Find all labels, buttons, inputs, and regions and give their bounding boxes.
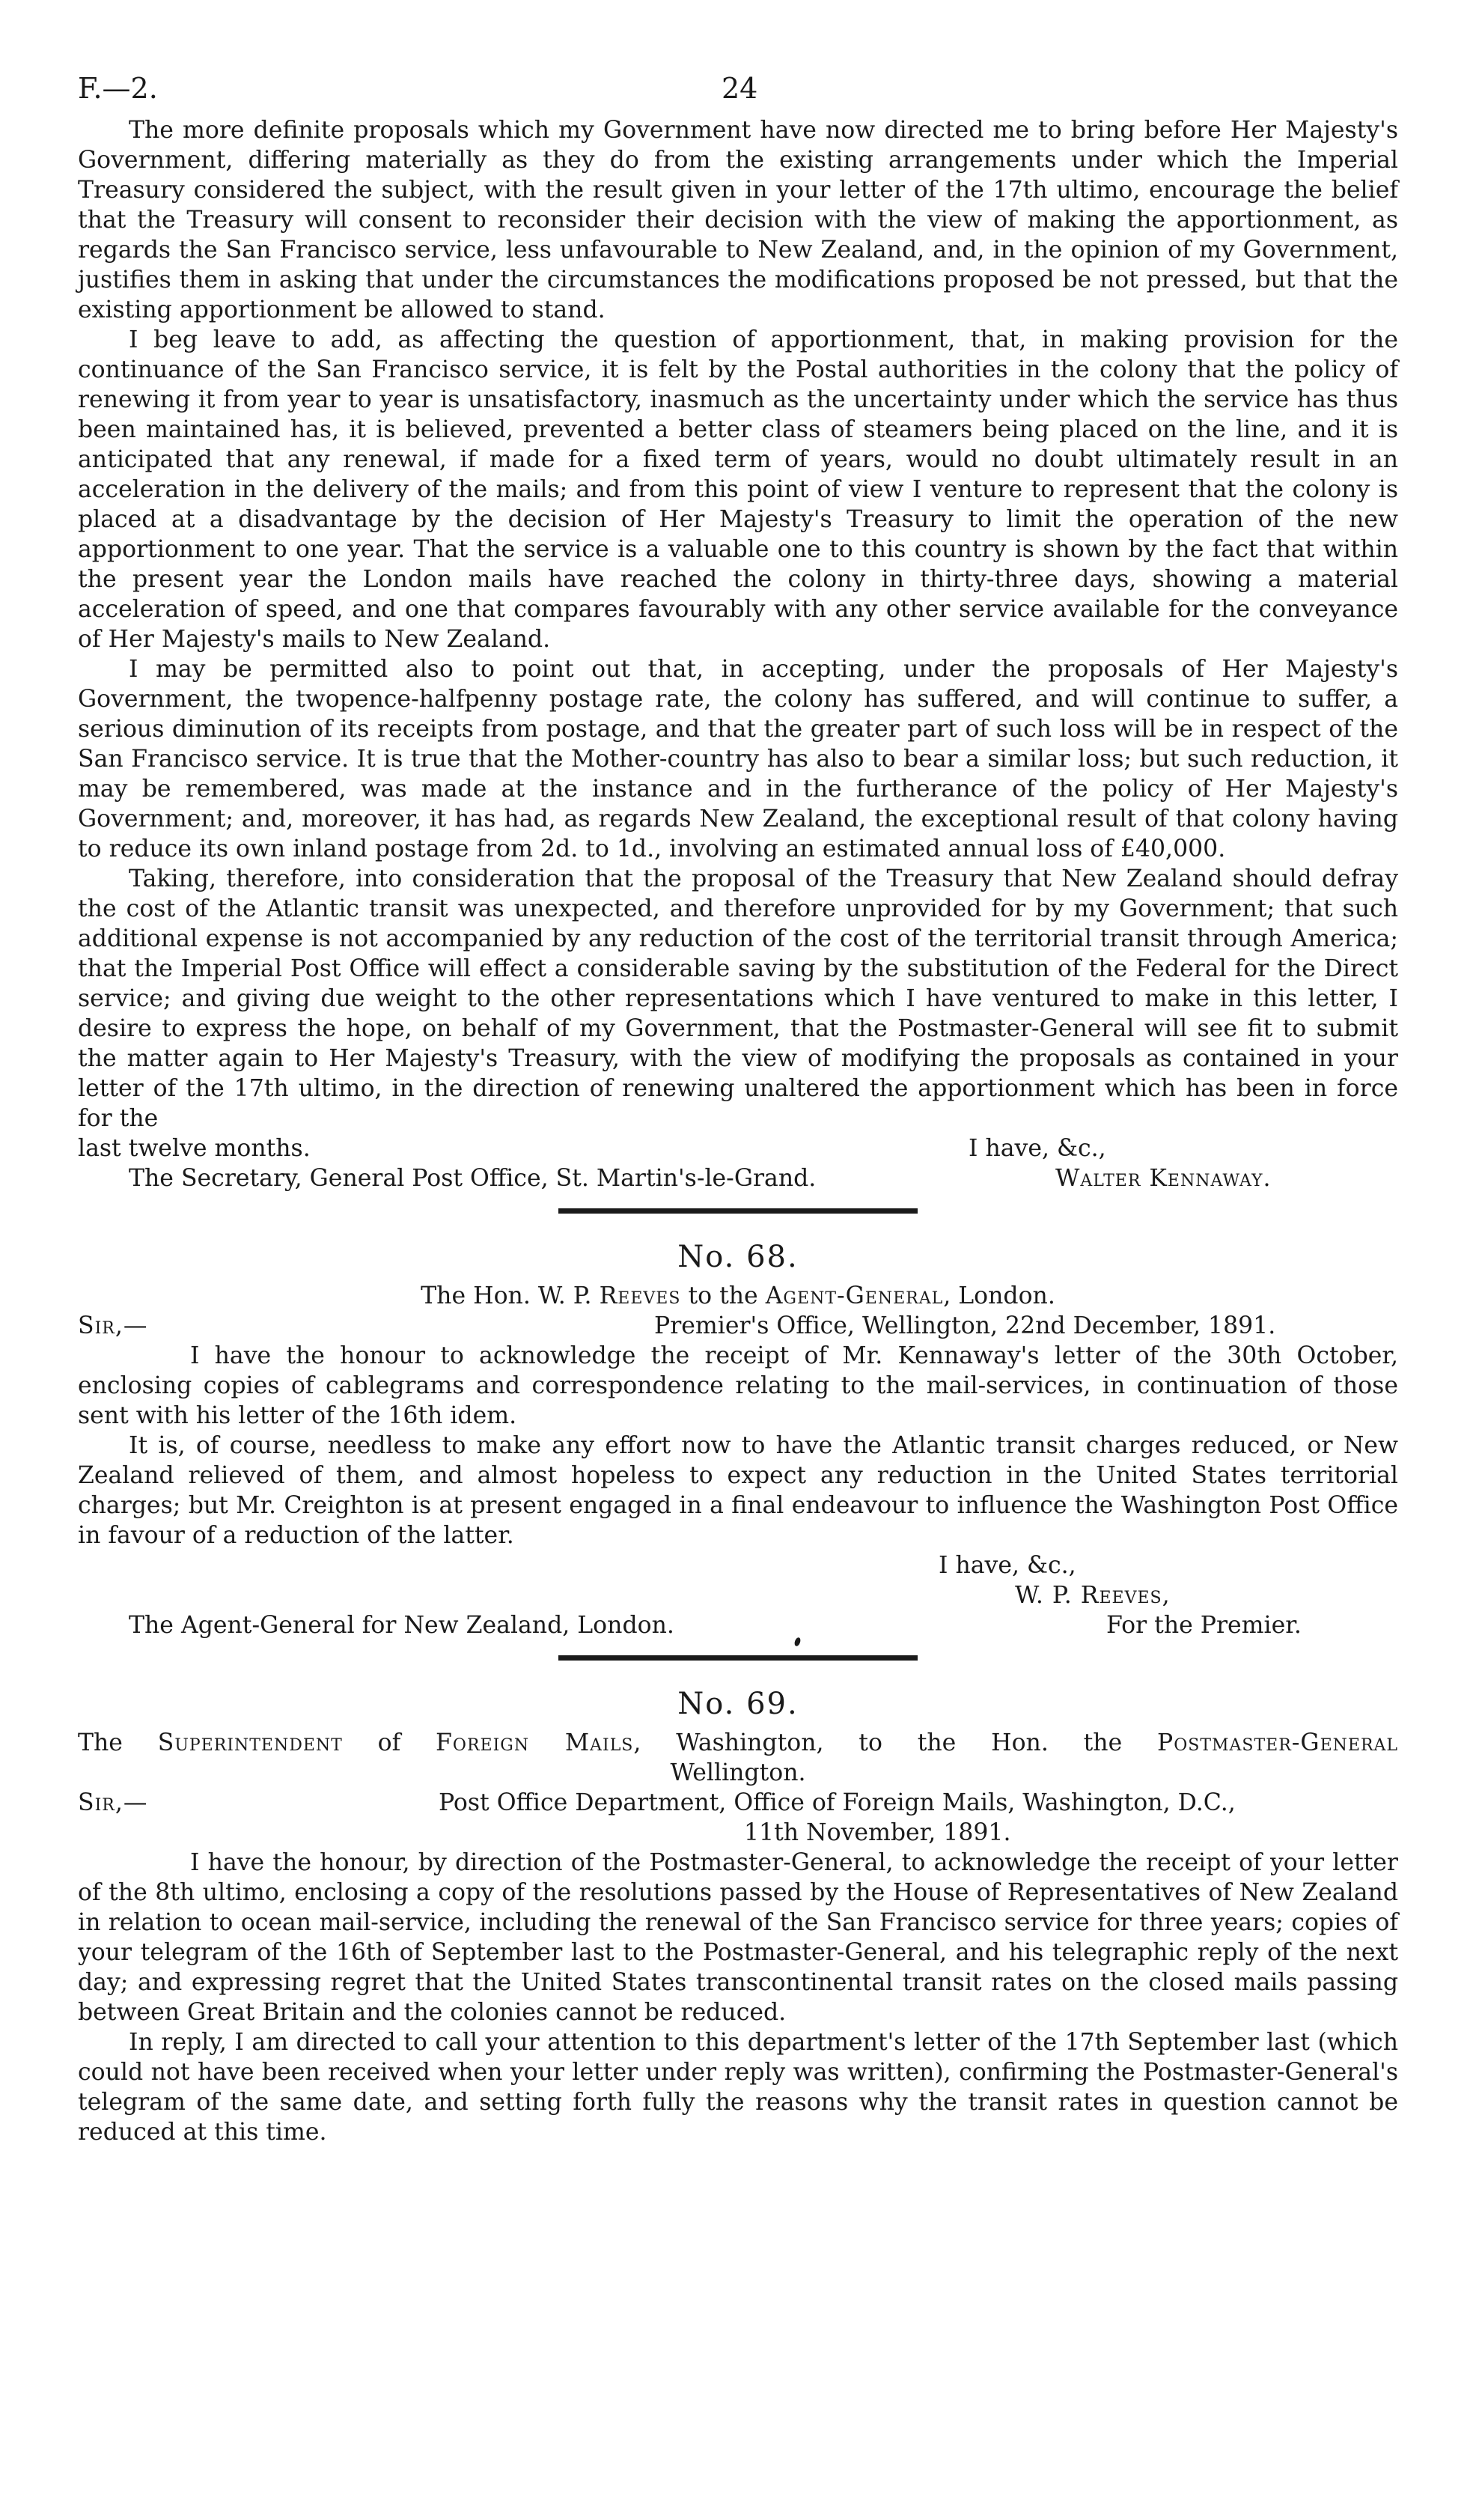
paragraph: In reply, I am directed to call your attention to this department's letter of the 17th September last (which could not have been received when your letter under reply was written), confirming the Postmaster-General's telegram of the same date, and setting forth fully the reasons why the transit rates in question cannot be reduced at this time. bbox=[78, 2029, 1398, 2146]
closing: I have, &c., bbox=[939, 1552, 1076, 1579]
dateline: Premier's Office, Wellington, 22nd December, 1891. bbox=[654, 1312, 1276, 1339]
paragraph: I beg leave to add, as affecting the question of apportionment, that, in making provision for the continuance of the San Francisco service, it is felt by the Postal authorities in the colony that the policy of renewing it from year to year is unsatisfactory, inasmuch as the uncertainty under which the service has thus been maintained has, it is believed, prevented a better class of steamers being placed on the line, and it is anticipated that any renewal, if made for a fixed term of years, would no doubt ultimately result in an acceleration in the delivery of the mails; and from this point of view I venture to represent that the colony is placed at a disadvantage by the decision of Her Majesty's Treasury to limit the operation of the new apportionment to one year. That the service is a valuable one to this country is shown by the fact that within the present year the London mails have reached the colony in thirty-three days, showing a material acceleration of speed, and one that compares favourably with any other service available for the conveyance of Her Majesty's mails to New Zealand. bbox=[78, 326, 1398, 653]
sender-office: Foreign Mails bbox=[436, 1729, 634, 1756]
paragraph: The more definite proposals which my Government have now directed me to bring before Her Majesty's Government, differing materially as they do from the existing arrangements under which the Imperial Treasury considered the subject, with the result given in your letter of the 17th ultimo, encourage the belief that the Treasury will consent to reconsider their decision with the view of making the apportionment, as regards the San Francisco service, less unfavourable to New Zealand, and, in the opinion of my Government, justifies them in asking that under the circumstances the modifications proposed be not pressed, but that the existing apportionment be allowed to stand. bbox=[78, 117, 1398, 323]
letter-number: No. 69. bbox=[677, 1687, 799, 1721]
date: 11th November, 1891. bbox=[744, 1819, 1011, 1846]
recipient-title: Agent-General bbox=[765, 1282, 944, 1309]
dateline: Post Office Department, Office of Foreign Mails, Washington, D.C., bbox=[439, 1789, 1236, 1816]
salutation-row bbox=[78, 1311, 1398, 1341]
addressee: The Secretary, General Post Office, St. Martin's-le-Grand. bbox=[129, 1165, 817, 1192]
paragraph: It is, of course, needless to make any effort now to have the Atlantic transit charges reduced, or New Zealand relieved of them, and almost hopeless to expect any reduction in the United States territorial charges; but Mr. Creighton is at present engaged in a final endeavour to influence the Washington Post Office in favour of a reduction of the latter. bbox=[78, 1432, 1398, 1549]
signature-role: For the Premier. bbox=[1106, 1612, 1302, 1639]
paragraph: I may be permitted also to point out that, in accepting, under the proposals of Her Majesty's Government, the twopence-halfpenny postage rate, the colony has suffered, and will continue to suffer, a serious diminution of its receipts from postage, and that the greater part of such loss will be in respect of the San Francisco service. It is true that the Mother-country has also to bear a similar loss; but such reduction, it may be remembered, was made at the instance and in the furtherance of the policy of Her Majesty's Government; and, moreover, it has had, as regards New Zealand, the exceptional result of that colony having to reduce its own inland postage from 2d. to 1d., involving an estimated annual loss of £40,000. bbox=[78, 656, 1398, 862]
recipient-title: Postmaster-General bbox=[1157, 1729, 1399, 1756]
letter-kennaway bbox=[78, 115, 1398, 1193]
ink-mark bbox=[795, 1624, 800, 1654]
signature-row bbox=[78, 1580, 1398, 1610]
page-header bbox=[78, 72, 1398, 115]
closing-row bbox=[78, 1550, 1398, 1580]
closing-row bbox=[78, 1133, 1398, 1163]
section-divider bbox=[558, 1655, 918, 1661]
salutation: Sir,— bbox=[78, 1789, 148, 1816]
section-divider bbox=[558, 1208, 918, 1214]
addressee-row bbox=[78, 1163, 1398, 1193]
salutation: Sir,— bbox=[78, 1312, 148, 1339]
sender-name: Reeves bbox=[599, 1282, 681, 1309]
closing: I have, &c., bbox=[969, 1135, 1106, 1162]
addressee-row bbox=[78, 1610, 1398, 1640]
letter-heading: The Superintendent of Foreign Mails, Washington, to the Hon. the Postmaster-General bbox=[78, 1729, 1399, 1756]
document-code: F.—2. bbox=[78, 72, 158, 105]
paragraph: I have the honour to acknowledge the receipt of Mr. Kennaway's letter of the 30th October, enclosing copies of cablegrams and correspondence relating to the mail-services, in continuation of those sent with his letter of the 16th idem. bbox=[78, 1342, 1398, 1429]
signature: W. P. Reeves, bbox=[1015, 1582, 1171, 1609]
letter-number: No. 68. bbox=[677, 1240, 799, 1274]
paragraph: I have the honour, by direction of the Postmaster-General, to acknowledge the receipt of your letter of the 8th ultimo, enclosing a copy of the resolutions passed by the House of Representatives of New Zealand in relation to ocean mail-service, including the renewal of the San Francisco service for three years; copies of your telegram of the 16th of September last to the Postmaster-General, and his telegraphic reply of the next day; and expressing regret that the United States transcontinental transit rates on the closed mails passing between Great Britain and the colonies cannot be reduced. bbox=[78, 1849, 1398, 2026]
addressee: The Agent-General for New Zealand, London. bbox=[129, 1612, 674, 1639]
letter-heading-line2: Wellington. bbox=[670, 1759, 806, 1786]
closing-line: last twelve months. bbox=[78, 1135, 311, 1162]
page bbox=[78, 72, 1398, 2147]
page-number: 24 bbox=[722, 72, 758, 105]
sender-title: Superintendent bbox=[157, 1729, 343, 1756]
signature: Walter Kennaway. bbox=[1055, 1165, 1272, 1192]
letter-no-68 bbox=[78, 1239, 1398, 1640]
letter-heading: The Hon. W. P. Reeves to the Agent-General, London. bbox=[421, 1282, 1055, 1309]
letter-no-69 bbox=[78, 1686, 1398, 2147]
paragraph: Taking, therefore, into consideration that the proposal of the Treasury that New Zealand should defray the cost of the Atlantic transit was unexpected, and therefore unprovided for by my Government; that such additional expense is not accompanied by any reduction of the cost of the territorial transit through America; that the Imperial Post Office will effect a considerable saving by the substitution of the Federal for the Direct service; and giving due weight to the other representations which I have ventured to make in this letter, I desire to express the hope, on behalf of my Government, that the Postmaster-General will see fit to submit the matter again to Her Majesty's Treasury, with the view of modifying the proposals as contained in your letter of the 17th ultimo, in the direction of renewing unaltered the apportionment which has been in force for the bbox=[78, 865, 1398, 1132]
salutation-row bbox=[78, 1788, 1398, 1818]
date-row bbox=[78, 1818, 1398, 1848]
